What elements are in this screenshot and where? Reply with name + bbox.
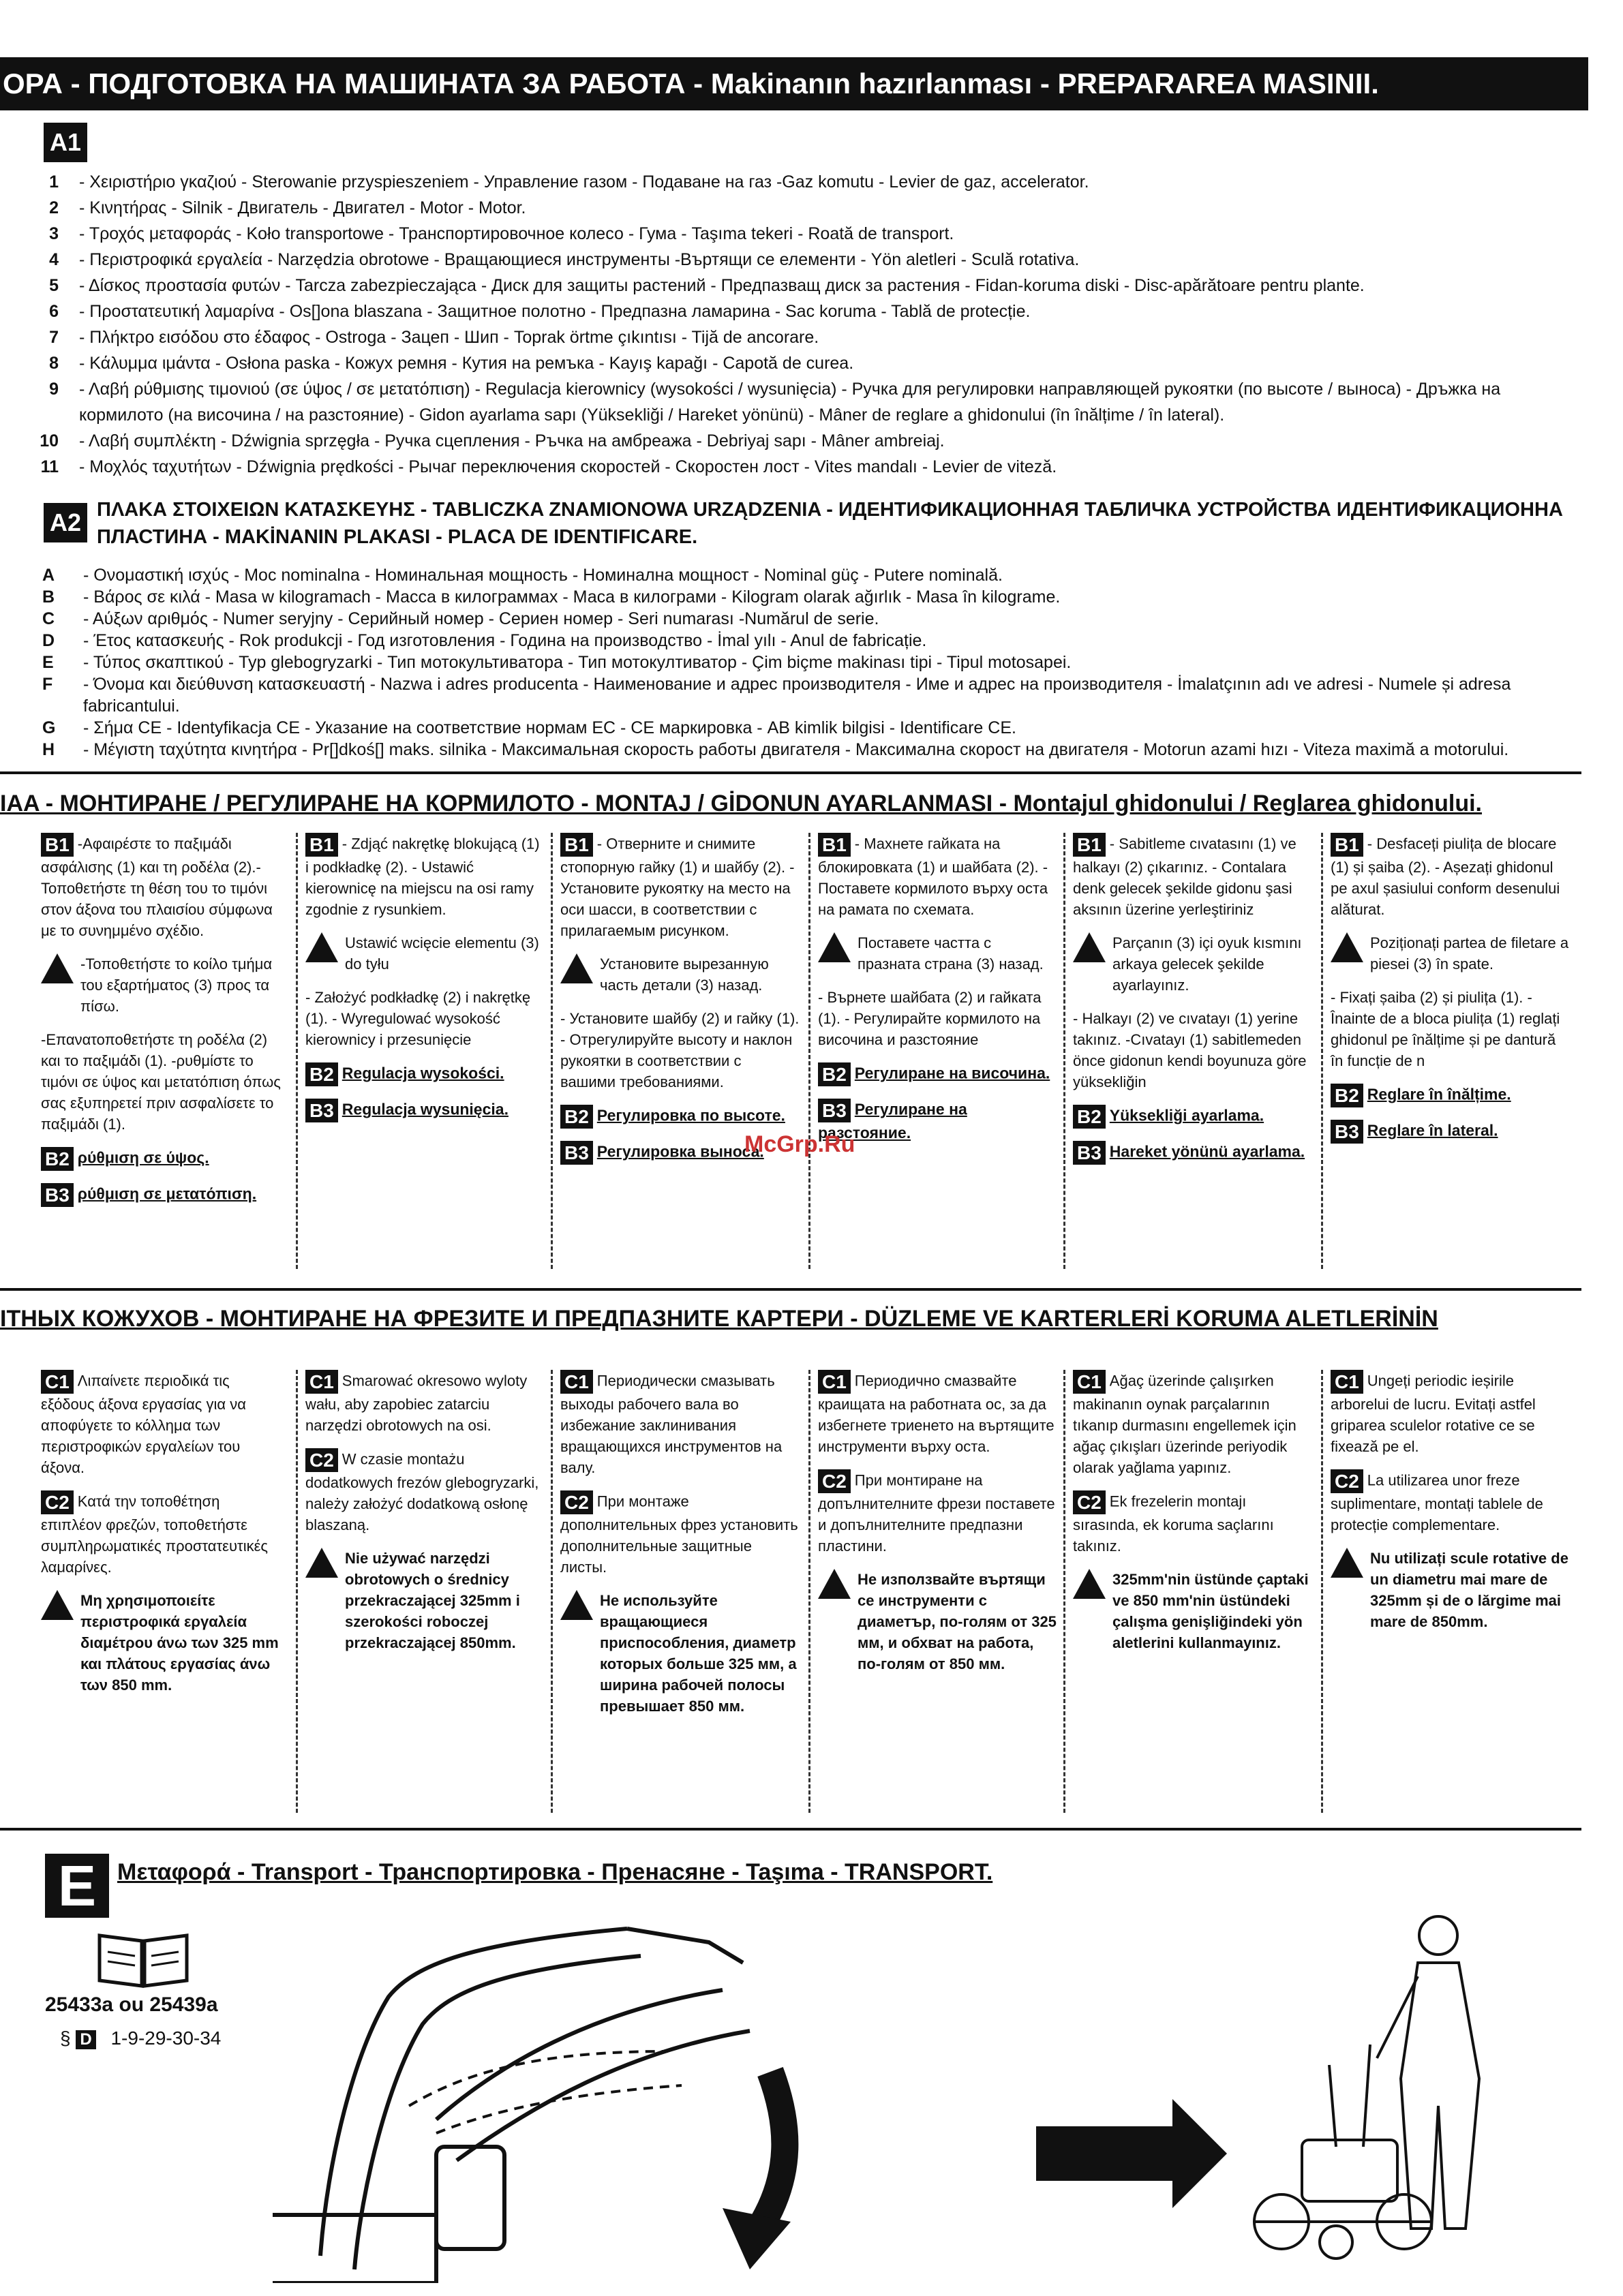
step-badge-b3: B3	[305, 1099, 338, 1122]
operator-figure	[1377, 1916, 1479, 2229]
part-item	[25, 273, 1524, 299]
watermark: McGrp.Ru	[744, 1131, 855, 1157]
c2-text: Ek frezelerin montajı sırasında, ek koruma saçlarını takınız.	[1073, 1493, 1274, 1555]
part-item	[25, 169, 1524, 195]
plate-key: G	[42, 718, 56, 737]
c1-text: Smarować okresowo wyloty wału, aby zapobiec zatarciu narzędzi obrotowych na osi.	[305, 1372, 528, 1434]
plate-key: C	[42, 609, 55, 628]
step-badge-b3: B3	[1331, 1120, 1363, 1144]
b2-text: Yüksekliği ayarlama.	[1109, 1106, 1264, 1124]
step-badge-b2: B2	[818, 1062, 851, 1086]
part-number: 9	[49, 380, 59, 399]
c2-text: La utilizarea unor freze suplimentare, montați tablele de protecție complementare.	[1331, 1471, 1543, 1533]
part-text: - Κινητήρας - Silnik - Двигатель - Двигател - Motor - Motor.	[79, 198, 526, 217]
warning-text: Nie używać narzędzi obrotowych o średnicy przekraczającej 325mm i szerokości roboczej przekraczającej 850mm.	[345, 1550, 520, 1651]
parts-list	[25, 169, 1524, 480]
b1-text: - Desfaceți piulița de blocare (1) și șaiba (2). - Așezați ghidonul pe axul șasiului conform desenului alăturat.	[1331, 835, 1560, 918]
step-badge-c2: C2	[560, 1490, 593, 1514]
b2-text: Регулиране на височина.	[854, 1064, 1050, 1082]
part-text: - Προστατευτική λαμαρίνα - Os[]ona blaszana - Защитное полотно - Предпазна ламарина - Sac koruma - Tablă de protecție.	[79, 302, 1031, 321]
part-number: 2	[49, 198, 59, 217]
step-badge-c2: C2	[305, 1448, 338, 1472]
part-text: - Τροχός μεταφοράς - Koło transportowe - Транспортировочное колесо - Гума - Taşıma tekeri - Roată de transport.	[79, 224, 954, 243]
a2-heading: ΠΛΑΚΑ ΣΤΟΙΧΕΙΩΝ ΚΑΤΑΣΚΕΥΗΣ - TABLICZKA ZNAMIONOWA URZĄDZENIA - ИДЕНТИФИКАЦИОННАЯ ТАБЛИЧКА УСТРОЙСТВА ИДЕНТИФИКАЦИОННА ПЛАСТИНА - MAKİNANIN PLAKASI - PLACA DE IDENTIFICARE.	[97, 499, 1563, 548]
step-badge-b1: B1	[1331, 833, 1363, 857]
column-separator	[808, 833, 810, 1269]
step-badge-b3: B3	[818, 1099, 851, 1122]
part-text: - Χειριστήριο γκαζιού - Sterowanie przyspieszeniem - Управление газом - Подаване на газ -Gaz komutu - Levier de gaz, accelerator.	[79, 172, 1089, 192]
step-badge-c1: C1	[1331, 1370, 1363, 1394]
part-item	[25, 195, 1524, 221]
b2-text: Reglare în înălțime.	[1367, 1085, 1511, 1103]
plate-text: - Βάρος σε κιλά - Masa w kilogramach - Масса в килограммах - Маса в килограми - Kilogram olarak ağırlık - Masa în kilograme.	[83, 587, 1061, 607]
page-banner: ΟΡΑ - ПОДГОТОВКА НА МАШИНАТА ЗА РАБОТА - Makinanın hazırlanması - PREPARAREA MASINII.	[0, 57, 1588, 110]
b3-text: Reglare în lateral.	[1367, 1121, 1498, 1139]
plate-item	[42, 608, 1562, 630]
plate-text: - Έτος κατασκευής - Rok produkcji - Год изготовления - Година на производство - İmal yılı - Anul de fabricație.	[83, 631, 927, 650]
step-badge-b3: B3	[560, 1141, 593, 1165]
part-number: 4	[49, 250, 59, 269]
warning-text: -Τοποθετήστε το κοίλο τμήμα του εξαρτήματος (3) προς τα πίσω.	[80, 955, 273, 1015]
tiller-handle-closeup	[273, 1929, 750, 2283]
warning-icon	[1073, 932, 1106, 962]
warning-icon	[305, 932, 338, 962]
part-number: 7	[49, 328, 59, 347]
column-separator	[1063, 833, 1065, 1269]
b1-text: - Махнете гайката на блокировката (1) и шайбата (2). - Поставете кормилото върху оста на рамата по схемата.	[818, 835, 1048, 918]
part-text: - Περιστροφικά εργαλεία - Narzędzia obrotowe - Вращающиеся инструменты -Въртящи се елементи - Yön aletleri - Sculă rotativa.	[79, 250, 1080, 269]
b-column	[1073, 833, 1318, 1177]
part-item	[25, 324, 1524, 350]
column-separator	[551, 833, 553, 1269]
step-badge-b2: B2	[1073, 1105, 1106, 1129]
plate-item	[42, 717, 1562, 739]
warning-icon	[818, 1569, 851, 1599]
c2-text: При монтаже дополнительных фрез установить дополнительные защитные листы.	[560, 1493, 798, 1576]
step-badge-b3: B3	[1073, 1141, 1106, 1165]
part-item	[25, 454, 1524, 480]
step-badge-c1: C1	[1073, 1370, 1106, 1394]
warning-icon	[41, 1590, 74, 1620]
rotation-arrow	[763, 2072, 785, 2222]
plate-text: - Ονομαστική ισχύς - Moc nominalna - Номинальная мощность - Номинална мощност - Nominal güç - Putere nominală.	[83, 566, 1003, 585]
b-column	[560, 833, 806, 1177]
part-number: 8	[49, 354, 59, 373]
c2-text: Κατά την τοποθέτηση επιπλέον φρεζών, τοποθετήστε συμπληρωματικές προστατευτικές λαμαρίνες.	[41, 1493, 269, 1576]
section-tag-a2: A2	[44, 503, 87, 542]
warning-icon	[1073, 1569, 1106, 1599]
b3-text: Regulacja wysunięcia.	[342, 1100, 509, 1118]
part-text: - Λαβή ρύθμισης τιμονιού (σε ύψος / σε μετατόπιση) - Regulacja kierownicy (wysokości / wysunięcia) - Ручка для регулировки направляющей рукоятки (по высоте / выноса) - Дръжка на кормилото (на височина / на разстояние) - Gidon ayarlama sapı (Yüksekliği / Hareket yönünü) - Mâner de reglare a ghidonului (în înălțime / în lateral).	[79, 380, 1501, 425]
section-b-heading: IAA - МОНТИРАНЕ / РЕГУЛИРАНЕ НА КОРМИЛОТО - MONTAJ / GİDONUN AYARLANMASI - Montajul ghidonului / Reglarea ghidonului.	[0, 791, 1482, 816]
b2-text: Регулировка по высоте.	[596, 1106, 785, 1124]
b3-text: ρύθμιση σε μετατόπιση.	[77, 1184, 257, 1203]
part-number: 11	[40, 457, 59, 476]
plate-item	[42, 630, 1562, 652]
b1-text: - Отверните и снимите стопорную гайку (1) и шайбу (2). - Установите рукоятку на место на оси шасси, в соответствии с прилагаемым рисунком.	[560, 835, 795, 939]
warning-text: Poziționați partea de filetare a piesei (3) în spate.	[1370, 934, 1569, 973]
c-column	[818, 1370, 1063, 1687]
part-item	[25, 221, 1524, 247]
plate-key: H	[42, 740, 55, 759]
step-badge-b1: B1	[305, 833, 338, 857]
step-badge-b1: B1	[1073, 833, 1106, 857]
column-separator	[1321, 833, 1323, 1269]
column-separator	[1063, 1370, 1065, 1813]
section-c-heading: ITHЫХ КОЖУХОВ - МОНТИРАНЕ НА ФРЕЗИТЕ И ПРЕДПАЗНИТЕ КАРТЕРИ - DÜZLEME VE KARTERLERİ KORUMA ALETLERİNİN	[0, 1306, 1438, 1332]
c1-text: Ağaç üzerinde çalışırken makinanın oynak parçalarının tıkanıp durmasını engellemek için ağaç çıkışları üzerinde periyodik olarak yağlama yapınız.	[1073, 1372, 1296, 1476]
c1-text: Периодически смазывать выходы рабочего вала во избежание заклинивания вращающихся инструментов на валу.	[560, 1372, 783, 1476]
b-column	[305, 833, 551, 1135]
part-number: 3	[49, 224, 59, 243]
warning-icon	[560, 1590, 593, 1620]
b-column	[1331, 833, 1576, 1156]
plate-text: - Σήμα CE - Identyfikacja CE - Указание на соответствие нормам ЕС - CE маркировка - AB kimlik bilgisi - Identificare CE.	[83, 718, 1016, 737]
warning-text: Не използвайте въртящи се инструменти с диаметър, по-голям от 325 мм, и обхват на работа, по-голям от 850 мм.	[858, 1571, 1057, 1672]
column-separator	[296, 1370, 298, 1813]
part-text: - Δίσκος προστασία φυτών - Tarcza zabezpieczająca - Диск для защиты растений - Предпазващ диск за растения - Fidan-koruma diski - Disc-apărătoare pentru plante.	[79, 276, 1365, 295]
step-badge-b1: B1	[818, 833, 851, 857]
plate-key: D	[42, 631, 55, 650]
b2-text: ρύθμιση σε ύψος.	[77, 1148, 209, 1167]
divider	[0, 771, 1581, 774]
step-badge-c1: C1	[41, 1370, 74, 1394]
part-number: 6	[49, 302, 59, 321]
c1-text: Λιπαίνετε περιοδικά τις εξόδους άξονα εργασίας για να αποφύγετε το κόλλημα των περιστροφικών εργαλείων του άξονα.	[41, 1372, 246, 1476]
b1-text: - Sabitleme cıvatasını (1) ve halkayı (2) çıkarınız. - Contalara denk gelecek şekilde gidonu şasi aksının üzerine yerleştiriniz	[1073, 835, 1296, 918]
direction-arrow	[1036, 2099, 1227, 2208]
section-tag-e: E	[45, 1854, 109, 1918]
warning-icon	[305, 1548, 338, 1578]
step-badge-b2: B2	[560, 1105, 593, 1129]
section-tag-a1: A1	[44, 123, 87, 162]
plate-text: - Μέγιστη ταχύτητα κινητήρα - Pr[]dkoś[] maks. silnika - Максимальная скорость работы двигателя - Максимална скорост на двигателя - Motorun azami hızı - Viteza maximă a motorului.	[83, 740, 1509, 759]
part-item	[25, 299, 1524, 324]
step-badge-b3: B3	[41, 1183, 74, 1207]
part-item	[25, 376, 1524, 428]
step-badge-b2: B2	[1331, 1084, 1363, 1107]
part-text: - Μοχλός ταχυτήτων - Dźwignia prędkości - Рычаг переключения скоростей - Скоростен лост - Vites mandalı - Levier de viteză.	[79, 457, 1057, 476]
step-badge-c2: C2	[1073, 1490, 1106, 1514]
b3-text: Hareket yönünü ayarlama.	[1109, 1142, 1305, 1161]
part-item	[25, 247, 1524, 273]
tiller-handle-ghost	[409, 2051, 682, 2133]
c2-text: W czasie montażu dodatkowych frezów glebogryzarki, należy założyć dodatkową osłonę blaszaną.	[305, 1450, 539, 1533]
warning-icon	[1331, 1548, 1363, 1578]
step-badge-b1: B1	[560, 833, 593, 857]
b-column	[818, 833, 1063, 1156]
b-after-text: - Założyć podkładkę (2) i nakrętkę (1). - Wyregulować wysokość kierownicy i przesunięcie	[305, 989, 531, 1048]
warning-icon	[41, 953, 74, 983]
column-separator	[1321, 1370, 1323, 1813]
plate-key: E	[42, 653, 54, 672]
step-badge-c1: C1	[305, 1370, 338, 1394]
step-badge-b1: B1	[41, 833, 74, 857]
plate-item	[42, 739, 1562, 761]
b1-text: -Αφαιρέστε το παξιμάδι ασφάλισης (1) και τη ροδέλα (2).- Τοποθετήστε τη θέση του το τιμόνι στον άξονα του πλαισίου σύμφωνα με το συνημμένο σχέδιο.	[41, 835, 273, 939]
part-item	[25, 428, 1524, 454]
b3-text: Регулировка выноса.	[596, 1142, 764, 1161]
step-badge-c2: C2	[1331, 1469, 1363, 1493]
step-badge-c1: C1	[818, 1370, 851, 1394]
transport-illustration	[273, 1901, 1588, 2283]
plate-item	[42, 564, 1562, 586]
column-separator	[551, 1370, 553, 1813]
step-badge-b2: B2	[305, 1062, 338, 1086]
step-badge-c2: C2	[41, 1490, 74, 1514]
warning-icon	[560, 953, 593, 983]
section-sign: §	[60, 2027, 71, 2049]
plate-text: - Τύπος σκαπτικού - Typ glebogryzarki - Тип мотокультиватора - Тип мотокултиватор - Çim biçme makinası tipi - Tipul motosapei.	[83, 653, 1072, 672]
b-after-text: - Fixați șaiba (2) și piulița (1). - Înainte de a bloca piulița (1) reglați ghidonul pe înălțime și pe dantură în funcție de n	[1331, 989, 1560, 1069]
step-badge-c2: C2	[818, 1469, 851, 1493]
divider	[0, 1828, 1581, 1831]
part-text: - Πλήκτρο εισόδου στο έδαφος - Ostroga - Зацеп - Шип - Toprak örtme çıkıntısı - Tijă de ancorare.	[79, 328, 819, 347]
c-column	[305, 1370, 551, 1666]
c-column	[1331, 1370, 1576, 1644]
warning-icon	[1331, 932, 1363, 962]
b-column	[41, 833, 286, 1219]
b-after-text: - Върнете шайбата (2) и гайката (1). - Регулирайте кормилото на височина и разстояние	[818, 989, 1042, 1048]
warning-text: Ustawić wcięcie elementu (3) do tyłu	[345, 934, 539, 973]
warning-text: Установите вырезанную часть детали (3) назад.	[600, 955, 769, 994]
warning-text: Parçanın (3) içi oyuk kısmını arkaya gelecek şekilde ayarlayınız.	[1112, 934, 1302, 994]
b3-text: Регулиране на разстояние.	[818, 1100, 967, 1142]
page-references	[60, 2027, 221, 2049]
c1-text: Периодично смазвайте краищата на работната ос, за да избегнете триенето на въртящите инструменти върху оста.	[818, 1372, 1055, 1455]
step-badge-b2: B2	[41, 1147, 74, 1171]
part-text: - Κάλυμμα ιμάντα - Osłona paska - Кожух ремня - Кутия на ремъка - Kayış kapağı - Capotă de curea.	[79, 354, 854, 373]
warning-text: Поставете частта с празната страна (3) назад.	[858, 934, 1044, 973]
warning-text: Не используйте вращающиеся приспособления, диаметр которых больше 325 мм, а ширина рабочей полосы превышает 850 мм.	[600, 1592, 797, 1715]
c1-text: Ungeți periodic ieșirile arborelui de lucru. Evitați astfel griparea sculelor rotative ce se fixează pe el.	[1331, 1372, 1536, 1455]
warning-text: Μη χρησιμοποιείτε περιστροφικά εργαλεία διαμέτρου άνω των 325 mm και πλάτους εργασίας άνω των 850 mm.	[80, 1592, 279, 1694]
b2-text: Regulacja wysokości.	[342, 1064, 504, 1082]
part-number: 5	[49, 276, 59, 295]
plate-text: - Όνομα και διεύθυνση κατασκευαστή - Nazwa i adres producenta - Наименование и адрес производителя - Име и адрес на производителя - İmalatçının adı ve adresi - Numele și adresa fabricantului.	[83, 675, 1511, 716]
plate-text: - Αύξων αριθμός - Numer seryjny - Серийный номер - Сериен номер - Seri numarası -Numărul de serie.	[83, 609, 879, 628]
section-tag-d: D	[76, 2030, 95, 2049]
column-separator	[808, 1370, 810, 1813]
manual-reference: 25433a ou 25439a	[45, 1993, 218, 2016]
transport-title: Μεταφορά - Transport - Транспортировка - Пренасяне - Taşıma - TRANSPORT.	[117, 1859, 993, 1885]
plate-item	[42, 586, 1562, 608]
plate-item	[42, 673, 1562, 717]
part-number: 1	[49, 172, 59, 192]
plate-key: F	[42, 675, 53, 694]
c-column	[1073, 1370, 1318, 1666]
warning-text: Nu utilizați scule rotative de un diametru mai mare de 325mm și de o lărgime mai mare de 850mm.	[1370, 1550, 1568, 1630]
divider	[0, 1288, 1581, 1291]
page-numbers: 1-9-29-30-34	[110, 2027, 222, 2049]
part-item	[25, 350, 1524, 376]
plate-key: B	[42, 587, 55, 607]
b-after-text: -Επανατοποθετήστε τη ροδέλα (2) και το παξιμάδι (1). -ρυθμίστε το τιμόνι σε ύψος και μετατόπιση όπως σας εξυπηρετεί πριν ασφαλίσετε το παξιμάδι (1).	[41, 1031, 281, 1133]
part-number: 10	[40, 431, 59, 450]
column-separator	[296, 833, 298, 1269]
warning-icon	[818, 932, 851, 962]
warning-text: 325mm'nin üstünde çaptaki ve 850 mm'nin üstündeki çalışma genişliğindeki yön aletlerini kullanmayınız.	[1112, 1571, 1309, 1651]
identification-list	[42, 564, 1562, 761]
c-column	[560, 1370, 806, 1729]
c2-text: При монтиране на допълнителните фрези поставете и допълнителните предпазни пластини.	[818, 1471, 1055, 1555]
b-after-text: - Halkayı (2) ve cıvatayı (1) yerine takınız. -Cıvatayı (1) sabitlemeden önce gidonun kendi boyunuza göre yüksekliğin	[1073, 1010, 1307, 1090]
c-column	[41, 1370, 286, 1708]
plate-item	[42, 652, 1562, 673]
b-after-text: - Установите шайбу (2) и гайку (1). - Отрегулируйте высоту и наклон рукоятки в соответствии с вашими требованиями.	[560, 1010, 800, 1090]
part-text: - Λαβή συμπλέκτη - Dźwignia sprzęgła - Ручка сцепления - Ръчка на амбреажа - Debriyaj sapı - Mâner ambreiaj.	[79, 431, 945, 450]
b1-text: - Zdjąć nakrętkę blokującą (1) i podkładkę (2). - Ustawić kierownicę na miejscu na osi ramy zgodnie z rysunkiem.	[305, 835, 540, 918]
step-badge-c1: C1	[560, 1370, 593, 1394]
plate-key: A	[42, 566, 55, 585]
manual-book-icon	[95, 1929, 191, 1990]
